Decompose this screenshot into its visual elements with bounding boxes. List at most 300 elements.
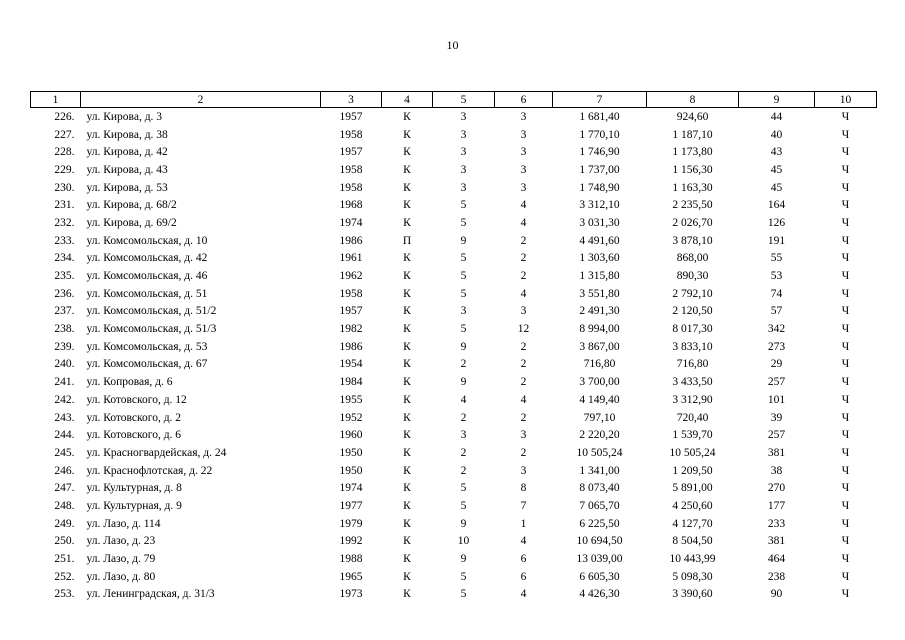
entrances-cell: 3 [520, 146, 527, 159]
row-number-cell: 237. [54, 305, 75, 318]
year-built-cell: 1954 [339, 358, 363, 371]
wall-material-cell: К [403, 110, 411, 123]
entrances-cell: 2 [520, 252, 527, 265]
total-area-cell: 10 694,50 [576, 535, 623, 548]
category-cell: Ч [841, 499, 850, 512]
total-area-cell: 7 065,70 [579, 499, 620, 512]
year-built-cell: 1957 [339, 110, 363, 123]
address-cell: ул. Комсомольская, д. 53 [86, 340, 208, 353]
floors-cell: 9 [460, 234, 467, 247]
floors-cell: 2 [460, 446, 467, 459]
address-cell: ул. Комсомольская, д. 42 [86, 252, 208, 265]
residents-cell: 101 [767, 393, 786, 406]
floors-cell: 3 [460, 110, 467, 123]
category-cell: Ч [841, 588, 850, 601]
address-cell: ул. Кирова, д. 53 [86, 181, 168, 194]
wall-material-cell: К [403, 464, 411, 477]
floors-cell: 5 [460, 588, 467, 601]
total-area-cell: 4 149,40 [579, 393, 620, 406]
living-area-cell: 5 891,00 [672, 482, 713, 495]
floors-cell: 10 [457, 535, 470, 548]
address-cell: ул. Комсомольская, д. 51/2 [86, 305, 217, 318]
table-row [31, 497, 877, 515]
row-number-cell: 245. [54, 446, 75, 459]
address-cell: ул. Красногвардейская, д. 24 [86, 446, 227, 459]
living-area-cell: 2 120,50 [672, 305, 713, 318]
entrances-cell: 6 [520, 553, 527, 566]
residents-cell: 381 [767, 535, 786, 548]
column-header-7: 7 [553, 92, 647, 108]
living-area-cell: 1 163,30 [672, 181, 713, 194]
wall-material-cell: К [403, 270, 411, 283]
floors-cell: 5 [460, 482, 467, 495]
entrances-cell: 3 [520, 305, 527, 318]
address-cell: ул. Кирова, д. 43 [86, 163, 168, 176]
living-area-cell: 3 390,60 [672, 588, 713, 601]
wall-material-cell: К [403, 252, 411, 265]
total-area-cell: 797,10 [583, 411, 616, 424]
floors-cell: 3 [460, 146, 467, 159]
wall-material-cell: К [403, 482, 411, 495]
address-cell: ул. Копровая, д. 6 [86, 376, 173, 389]
living-area-cell: 3 833,10 [672, 340, 713, 353]
year-built-cell: 1986 [339, 234, 363, 247]
living-area-cell: 1 156,30 [672, 163, 713, 176]
entrances-cell: 2 [520, 446, 527, 459]
table-row [31, 356, 877, 374]
category-cell: Ч [841, 376, 850, 389]
total-area-cell: 2 491,30 [579, 305, 620, 318]
residents-cell: 273 [767, 340, 786, 353]
living-area-cell: 720,40 [676, 411, 709, 424]
year-built-cell: 1958 [339, 128, 363, 141]
living-area-cell: 716,80 [676, 358, 709, 371]
address-cell: ул. Кирова, д. 38 [86, 128, 168, 141]
row-number-cell: 240. [54, 358, 75, 371]
floors-cell: 9 [460, 376, 467, 389]
wall-material-cell: П [402, 234, 412, 247]
entrances-cell: 3 [520, 163, 527, 176]
category-cell: Ч [841, 464, 850, 477]
category-cell: Ч [841, 287, 850, 300]
category-cell: Ч [841, 110, 850, 123]
residents-cell: 57 [770, 305, 783, 318]
residents-cell: 55 [770, 252, 783, 265]
total-area-cell: 6 605,30 [579, 570, 620, 583]
category-cell: Ч [841, 340, 850, 353]
table-row [31, 179, 877, 197]
category-cell: Ч [841, 305, 850, 318]
address-cell: ул. Комсомольская, д. 51 [86, 287, 208, 300]
address-cell: ул. Комсомольская, д. 46 [86, 270, 208, 283]
wall-material-cell: К [403, 340, 411, 353]
wall-material-cell: К [403, 393, 411, 406]
table-row [31, 550, 877, 568]
address-cell: ул. Лазо, д. 23 [86, 535, 156, 548]
category-cell: Ч [841, 429, 850, 442]
living-area-cell: 1 209,50 [672, 464, 713, 477]
category-cell: Ч [841, 163, 850, 176]
wall-material-cell: К [403, 287, 411, 300]
entrances-cell: 4 [520, 588, 527, 601]
living-area-cell: 8 017,30 [672, 323, 713, 336]
residents-cell: 191 [767, 234, 786, 247]
row-number-cell: 250. [54, 535, 75, 548]
column-header-8: 8 [647, 92, 739, 108]
header-row [31, 92, 877, 108]
living-area-cell: 10 505,24 [669, 446, 716, 459]
row-number-cell: 233. [54, 234, 75, 247]
floors-cell: 2 [460, 464, 467, 477]
floors-cell: 2 [460, 411, 467, 424]
floors-cell: 9 [460, 340, 467, 353]
category-cell: Ч [841, 358, 850, 371]
entrances-cell: 2 [520, 234, 527, 247]
living-area-cell: 890,30 [676, 270, 709, 283]
category-cell: Ч [841, 411, 850, 424]
table-row [31, 426, 877, 444]
residents-cell: 45 [770, 181, 783, 194]
entrances-cell: 1 [520, 517, 527, 530]
total-area-cell: 8 073,40 [579, 482, 620, 495]
housing-table [30, 91, 877, 603]
wall-material-cell: К [403, 429, 411, 442]
entrances-cell: 4 [520, 393, 527, 406]
address-cell: ул. Котовского, д. 2 [86, 411, 182, 424]
living-area-cell: 4 127,70 [672, 517, 713, 530]
table-row [31, 462, 877, 480]
address-cell: ул. Лазо, д. 114 [86, 517, 161, 530]
wall-material-cell: К [403, 128, 411, 141]
row-number-cell: 244. [54, 429, 75, 442]
address-cell: ул. Комсомольская, д. 10 [86, 234, 208, 247]
residents-cell: 164 [767, 199, 786, 212]
table-row [31, 479, 877, 497]
total-area-cell: 4 426,30 [579, 588, 620, 601]
residents-cell: 39 [770, 411, 783, 424]
category-cell: Ч [841, 570, 850, 583]
residents-cell: 44 [770, 110, 783, 123]
living-area-cell: 1 173,80 [672, 146, 713, 159]
year-built-cell: 1950 [339, 464, 363, 477]
total-area-cell: 1 341,00 [579, 464, 620, 477]
residents-cell: 464 [767, 553, 786, 566]
living-area-cell: 2 026,70 [672, 216, 713, 229]
year-built-cell: 1960 [339, 429, 363, 442]
year-built-cell: 1974 [339, 482, 363, 495]
floors-cell: 5 [460, 216, 467, 229]
living-area-cell: 8 504,50 [672, 535, 713, 548]
table-row [31, 533, 877, 551]
total-area-cell: 1 737,00 [579, 163, 620, 176]
entrances-cell: 2 [520, 358, 527, 371]
year-built-cell: 1952 [339, 411, 363, 424]
category-cell: Ч [841, 517, 850, 530]
table-row [31, 161, 877, 179]
row-number-cell: 235. [54, 270, 75, 283]
wall-material-cell: К [403, 216, 411, 229]
year-built-cell: 1982 [339, 323, 363, 336]
address-cell: ул. Лазо, д. 80 [86, 570, 156, 583]
residents-cell: 53 [770, 270, 783, 283]
total-area-cell: 1 681,40 [579, 110, 620, 123]
address-cell: ул. Краснофлотская, д. 22 [86, 464, 213, 477]
wall-material-cell: К [403, 146, 411, 159]
category-cell: Ч [841, 199, 850, 212]
living-area-cell: 4 250,60 [672, 499, 713, 512]
living-area-cell: 1 539,70 [672, 429, 713, 442]
residents-cell: 40 [770, 128, 783, 141]
year-built-cell: 1986 [339, 340, 363, 353]
total-area-cell: 3 031,30 [579, 216, 620, 229]
wall-material-cell: К [403, 553, 411, 566]
total-area-cell: 3 700,00 [579, 376, 620, 389]
year-built-cell: 1973 [339, 588, 363, 601]
total-area-cell: 2 220,20 [579, 429, 620, 442]
residents-cell: 126 [767, 216, 786, 229]
entrances-cell: 3 [520, 128, 527, 141]
address-cell: ул. Лазо, д. 79 [86, 553, 156, 566]
row-number-cell: 241. [54, 376, 75, 389]
residents-cell: 177 [767, 499, 786, 512]
table-row [31, 196, 877, 214]
total-area-cell: 1 315,80 [579, 270, 620, 283]
table-row [31, 586, 877, 604]
living-area-cell: 10 443,99 [669, 553, 716, 566]
column-header-2: 2 [81, 92, 321, 108]
floors-cell: 3 [460, 181, 467, 194]
floors-cell: 3 [460, 305, 467, 318]
table-row [31, 409, 877, 427]
table-row [31, 373, 877, 391]
living-area-cell: 3 433,50 [672, 376, 713, 389]
column-header-6: 6 [495, 92, 553, 108]
total-area-cell: 1 746,90 [579, 146, 620, 159]
table-row [31, 250, 877, 268]
address-cell: ул. Кирова, д. 68/2 [86, 199, 177, 212]
row-number-cell: 232. [54, 216, 75, 229]
address-cell: ул. Кирова, д. 42 [86, 146, 168, 159]
floors-cell: 9 [460, 517, 467, 530]
floors-cell: 5 [460, 499, 467, 512]
column-header-10: 10 [815, 92, 877, 108]
column-header-1: 1 [31, 92, 81, 108]
table-row [31, 320, 877, 338]
total-area-cell: 3 867,00 [579, 340, 620, 353]
address-cell: ул. Культурная, д. 8 [86, 482, 182, 495]
floors-cell: 5 [460, 270, 467, 283]
total-area-cell: 4 491,60 [579, 234, 620, 247]
floors-cell: 3 [460, 429, 467, 442]
wall-material-cell: К [403, 323, 411, 336]
row-number-cell: 230. [54, 181, 75, 194]
year-built-cell: 1984 [339, 376, 363, 389]
row-number-cell: 238. [54, 323, 75, 336]
category-cell: Ч [841, 216, 850, 229]
page-number: 10 [446, 38, 459, 52]
living-area-cell: 5 098,30 [672, 570, 713, 583]
row-number-cell: 229. [54, 163, 75, 176]
address-cell: ул. Котовского, д. 6 [86, 429, 182, 442]
entrances-cell: 2 [520, 411, 527, 424]
total-area-cell: 8 994,00 [579, 323, 620, 336]
year-built-cell: 1958 [339, 163, 363, 176]
entrances-cell: 6 [520, 570, 527, 583]
total-area-cell: 1 303,60 [579, 252, 620, 265]
year-built-cell: 1962 [339, 270, 363, 283]
year-built-cell: 1965 [339, 570, 363, 583]
total-area-cell: 1 770,10 [579, 128, 620, 141]
year-built-cell: 1988 [339, 553, 363, 566]
entrances-cell: 4 [520, 535, 527, 548]
address-cell: ул. Кирова, д. 69/2 [86, 216, 177, 229]
year-built-cell: 1950 [339, 446, 363, 459]
residents-cell: 257 [767, 376, 786, 389]
residents-cell: 43 [770, 146, 783, 159]
table-row [31, 515, 877, 533]
total-area-cell: 3 551,80 [579, 287, 620, 300]
table-row [31, 444, 877, 462]
row-number-cell: 227. [54, 128, 75, 141]
table-row [31, 285, 877, 303]
category-cell: Ч [841, 535, 850, 548]
table-row [31, 232, 877, 250]
row-number-cell: 234. [54, 252, 75, 265]
year-built-cell: 1977 [339, 499, 363, 512]
entrances-cell: 3 [520, 110, 527, 123]
row-number-cell: 242. [54, 393, 75, 406]
entrances-cell: 4 [520, 216, 527, 229]
row-number-cell: 226. [54, 110, 75, 123]
living-area-cell: 1 187,10 [672, 128, 713, 141]
entrances-cell: 4 [520, 199, 527, 212]
table-row [31, 214, 877, 232]
wall-material-cell: К [403, 376, 411, 389]
address-cell: ул. Комсомольская, д. 51/3 [86, 323, 217, 336]
residents-cell: 257 [767, 429, 786, 442]
total-area-cell: 13 039,00 [576, 553, 623, 566]
table-row [31, 568, 877, 586]
table-row [31, 267, 877, 285]
table-row [31, 338, 877, 356]
row-number-cell: 252. [54, 570, 75, 583]
residents-cell: 381 [767, 446, 786, 459]
entrances-cell: 3 [520, 464, 527, 477]
floors-cell: 3 [460, 163, 467, 176]
address-cell: ул. Ленинградская, д. 31/3 [86, 588, 215, 601]
category-cell: Ч [841, 252, 850, 265]
total-area-cell: 10 505,24 [576, 446, 623, 459]
floors-cell: 5 [460, 199, 467, 212]
entrances-cell: 3 [520, 181, 527, 194]
entrances-cell: 8 [520, 482, 527, 495]
wall-material-cell: К [403, 588, 411, 601]
residents-cell: 45 [770, 163, 783, 176]
residents-cell: 38 [770, 464, 783, 477]
floors-cell: 2 [460, 358, 467, 371]
year-built-cell: 1974 [339, 216, 363, 229]
category-cell: Ч [841, 323, 850, 336]
row-number-cell: 231. [54, 199, 75, 212]
wall-material-cell: К [403, 305, 411, 318]
category-cell: Ч [841, 446, 850, 459]
year-built-cell: 1961 [339, 252, 363, 265]
row-number-cell: 243. [54, 411, 75, 424]
residents-cell: 342 [767, 323, 786, 336]
floors-cell: 5 [460, 252, 467, 265]
floors-cell: 3 [460, 128, 467, 141]
category-cell: Ч [841, 181, 850, 194]
living-area-cell: 2 792,10 [672, 287, 713, 300]
entrances-cell: 12 [517, 323, 530, 336]
row-number-cell: 246. [54, 464, 75, 477]
table-body [31, 108, 877, 604]
row-number-cell: 239. [54, 340, 75, 353]
residents-cell: 90 [770, 588, 783, 601]
wall-material-cell: К [403, 411, 411, 424]
category-cell: Ч [841, 393, 850, 406]
floors-cell: 4 [460, 393, 467, 406]
table-row [31, 108, 877, 126]
year-built-cell: 1955 [339, 393, 363, 406]
year-built-cell: 1957 [339, 305, 363, 318]
wall-material-cell: К [403, 570, 411, 583]
residents-cell: 270 [767, 482, 786, 495]
category-cell: Ч [841, 146, 850, 159]
total-area-cell: 716,80 [583, 358, 616, 371]
row-number-cell: 236. [54, 287, 75, 300]
column-header-9: 9 [739, 92, 815, 108]
residents-cell: 29 [770, 358, 783, 371]
year-built-cell: 1968 [339, 199, 363, 212]
entrances-cell: 2 [520, 270, 527, 283]
residents-cell: 233 [767, 517, 786, 530]
address-cell: ул. Культурная, д. 9 [86, 499, 182, 512]
category-cell: Ч [841, 482, 850, 495]
table-row [31, 391, 877, 409]
year-built-cell: 1992 [339, 535, 363, 548]
column-header-5: 5 [433, 92, 495, 108]
wall-material-cell: К [403, 163, 411, 176]
row-number-cell: 228. [54, 146, 75, 159]
wall-material-cell: К [403, 535, 411, 548]
column-header-4: 4 [382, 92, 433, 108]
row-number-cell: 249. [54, 517, 75, 530]
floors-cell: 5 [460, 570, 467, 583]
living-area-cell: 3 312,90 [672, 393, 713, 406]
table-row [31, 303, 877, 321]
row-number-cell: 251. [54, 553, 75, 566]
wall-material-cell: К [403, 499, 411, 512]
wall-material-cell: К [403, 517, 411, 530]
total-area-cell: 6 225,50 [579, 517, 620, 530]
category-cell: Ч [841, 234, 850, 247]
table-row [31, 143, 877, 161]
category-cell: Ч [841, 128, 850, 141]
entrances-cell: 3 [520, 429, 527, 442]
floors-cell: 9 [460, 553, 467, 566]
total-area-cell: 3 312,10 [579, 199, 620, 212]
address-cell: ул. Кирова, д. 3 [86, 110, 163, 123]
living-area-cell: 3 878,10 [672, 234, 713, 247]
floors-cell: 5 [460, 287, 467, 300]
year-built-cell: 1979 [339, 517, 363, 530]
entrances-cell: 7 [520, 499, 527, 512]
wall-material-cell: К [403, 181, 411, 194]
row-number-cell: 247. [54, 482, 75, 495]
row-number-cell: 248. [54, 499, 75, 512]
living-area-cell: 2 235,50 [672, 199, 713, 212]
